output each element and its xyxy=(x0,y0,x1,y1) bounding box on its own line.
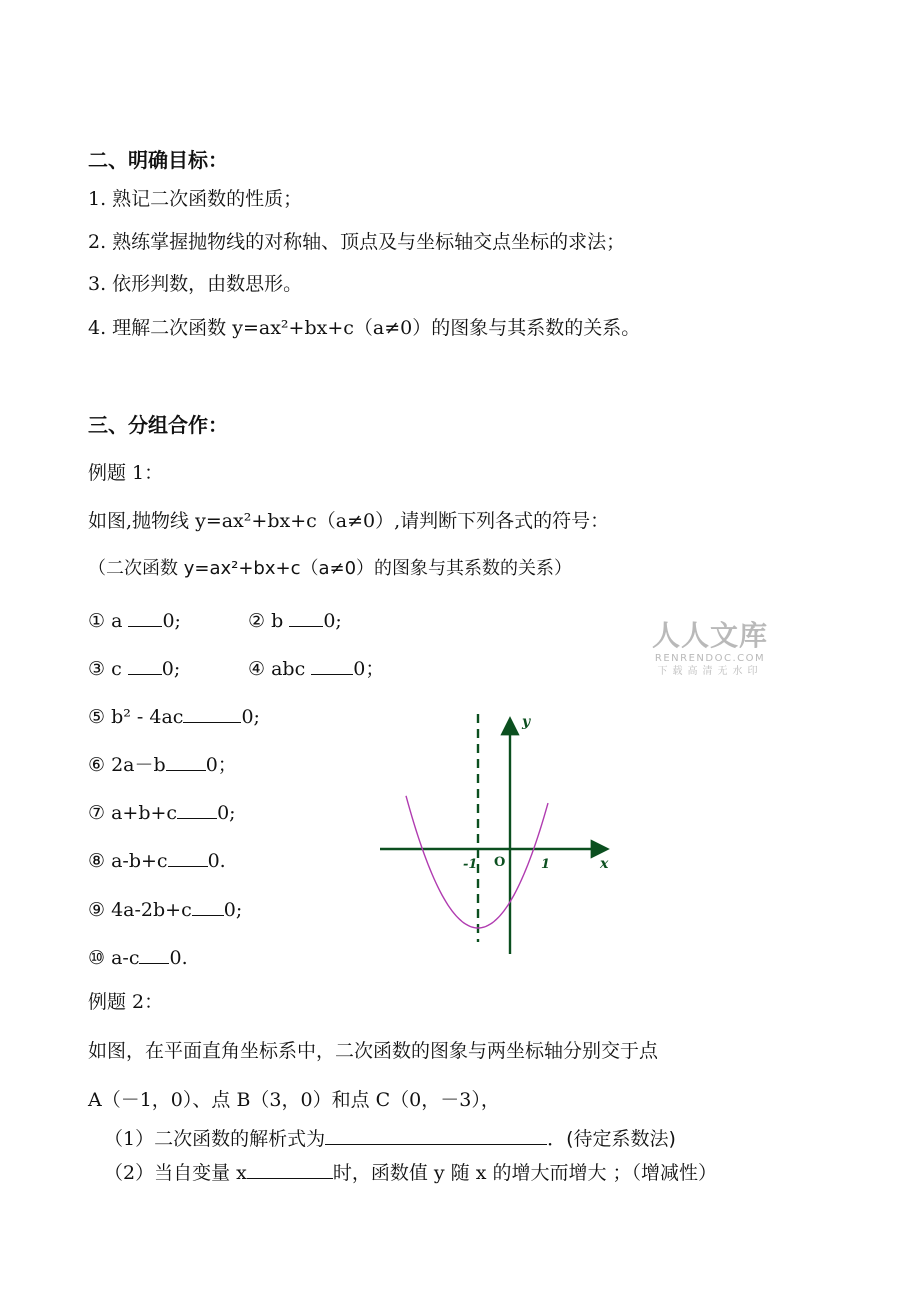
section-heading-goals: 二、明确目标： xyxy=(88,148,228,172)
answer-blank[interactable] xyxy=(247,1160,333,1179)
question-tail: 0; xyxy=(241,706,260,728)
x-axis-label: x xyxy=(600,856,609,872)
tick-label-neg-one: -1 xyxy=(463,857,478,872)
section-heading-cooperation: 三、分组合作： xyxy=(88,413,228,437)
question-7 xyxy=(88,800,236,825)
answer-blank[interactable] xyxy=(139,945,169,964)
question-expr: a+b+c xyxy=(111,802,178,824)
answer-blank[interactable] xyxy=(325,1126,547,1145)
example2-label: 例题 2： xyxy=(88,991,164,1013)
q1-tail: ．(待定系数法) xyxy=(547,1128,676,1150)
question-4 xyxy=(248,656,384,681)
question-6 xyxy=(88,752,237,777)
question-expr: 2a－b xyxy=(111,754,166,776)
question-number: ③ xyxy=(88,658,106,680)
answer-blank[interactable] xyxy=(192,897,224,916)
question-expr: a-c xyxy=(111,947,140,969)
question-5 xyxy=(88,704,260,729)
example2-statement-line1: 如图，在平面直角坐标系中，二次函数的图象与两坐标轴分别交于点 xyxy=(88,1040,659,1062)
question-tail: 0； xyxy=(353,658,385,680)
origin-label: O xyxy=(494,855,506,870)
question-tail: 0； xyxy=(205,754,237,776)
goal-item-3: 3. 依形判数，由数思形。 xyxy=(88,273,303,295)
answer-blank[interactable] xyxy=(183,704,241,723)
y-axis-label: y xyxy=(522,714,531,730)
question-tail: 0; xyxy=(217,802,236,824)
question-tail: 0; xyxy=(162,610,181,632)
question-tail: 0; xyxy=(223,899,243,921)
watermark-slogan: 下载高清无水印 xyxy=(657,666,763,677)
watermark-logo xyxy=(645,620,775,678)
question-expr: a xyxy=(111,610,123,632)
question-expr: 4a-2b+c xyxy=(111,899,192,921)
question-expr: a-b+c xyxy=(111,850,168,872)
q1-text: （1）二次函数的解析式为 xyxy=(104,1128,326,1150)
question-number: ④ xyxy=(248,658,266,680)
question-3 xyxy=(88,656,180,681)
answer-blank[interactable] xyxy=(128,608,162,627)
answer-blank[interactable] xyxy=(128,656,162,675)
q2-tail: 时，函数值 y 随 x 的增大而增大 ；（增减性） xyxy=(332,1162,717,1184)
question-tail: 0. xyxy=(169,947,188,969)
example2-question-1 xyxy=(104,1126,676,1151)
watermark-title: 人人文库 xyxy=(651,619,768,652)
goal-item-1: 1. 熟记二次函数的性质； xyxy=(88,188,303,210)
question-tail: 0; xyxy=(323,610,342,632)
answer-blank[interactable] xyxy=(311,656,353,675)
answer-blank[interactable] xyxy=(177,800,217,819)
example1-label: 例题 1： xyxy=(88,462,164,484)
answer-blank[interactable] xyxy=(168,848,208,867)
question-number: ② xyxy=(248,610,266,632)
question-number: ① xyxy=(88,610,106,632)
question-1 xyxy=(88,608,181,633)
question-expr: b xyxy=(271,610,284,632)
question-9 xyxy=(88,897,242,922)
question-expr: b² - 4ac xyxy=(111,706,184,728)
question-number: ⑤ xyxy=(88,706,106,728)
question-expr: c xyxy=(111,658,122,680)
question-number: ⑨ xyxy=(88,899,106,921)
answer-blank[interactable] xyxy=(166,752,206,771)
question-2 xyxy=(248,608,342,633)
question-number: ⑩ xyxy=(88,947,106,969)
tick-label-one: 1 xyxy=(541,857,551,872)
goal-item-2: 2. 熟练掌握抛物线的对称轴、顶点及与坐标轴交点坐标的求法； xyxy=(88,231,626,253)
parabola-graph xyxy=(370,706,620,966)
question-number: ⑧ xyxy=(88,850,106,872)
question-8 xyxy=(88,848,226,873)
answer-blank[interactable] xyxy=(289,608,323,627)
q2-text: （2）当自变量 x xyxy=(104,1162,247,1184)
question-10 xyxy=(88,945,188,970)
example2-question-2 xyxy=(104,1160,717,1185)
watermark-site: RENRENDOC.COM xyxy=(654,653,766,664)
example1-subtitle: （二次函数 y=ax²+bx+c（a≠0）的图象与其系数的关系） xyxy=(88,558,573,579)
question-number: ⑥ xyxy=(88,754,106,776)
goal-item-4: 4. 理解二次函数 y=ax²+bx+c（a≠0）的图象与其系数的关系。 xyxy=(88,317,641,339)
question-number: ⑦ xyxy=(88,802,106,824)
example1-statement: 如图,抛物线 y=ax²+bx+c（a≠0）,请判断下列各式的符号： xyxy=(88,510,610,532)
example2-statement-line2: A（－1，0）、点 B（3，0）和点 C（0，－3）， xyxy=(88,1089,500,1111)
question-expr: abc xyxy=(271,658,306,680)
question-tail: 0; xyxy=(161,658,181,680)
question-tail: 0. xyxy=(207,850,226,872)
